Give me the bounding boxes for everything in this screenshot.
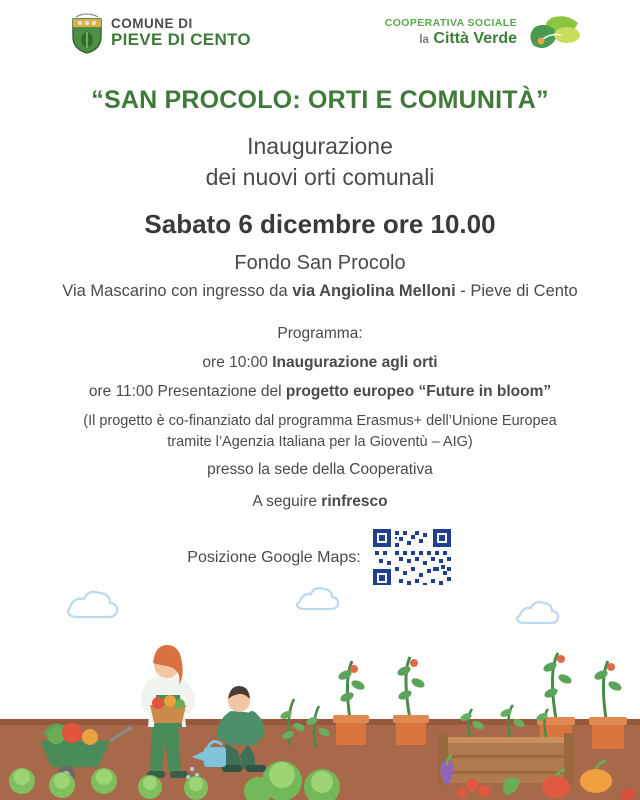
subtitle-line-2: dei nuovi orti comunali: [205, 164, 435, 191]
programme-venue: presso la sede della Cooperativa: [207, 461, 433, 479]
programme-item-2-time: ore 11:00 Presentazione del: [88, 383, 286, 401]
coop-line-1: COOPERATIVA SOCIALE: [384, 17, 517, 30]
address-suffix: - Pieve di Cento: [455, 282, 578, 301]
coop-line-2-name: Città Verde: [433, 29, 517, 47]
comune-line-1: COMUNE DI: [111, 15, 193, 31]
leaf-circle-icon: [523, 13, 585, 53]
google-maps-row: [28, 527, 612, 589]
programme-item-1-title: Inaugurazione agli orti: [272, 354, 438, 372]
refreshments-line: [28, 493, 612, 511]
google-maps-label: Posizione Google Maps:: [187, 549, 361, 567]
programme-funding-note: [28, 411, 612, 453]
event-place: Fondo San Procolo: [234, 252, 406, 275]
funding-note-line-1: (Il progetto è co-finanziato dal programma Erasmus+ dell’Unione Europea: [83, 413, 557, 430]
comune-di-pieve-di-cento-logo: [70, 13, 251, 53]
address-prefix: Via Mascarino con ingresso da: [62, 282, 293, 301]
poster-header: [0, 0, 640, 56]
refreshments-word: rinfresco: [321, 493, 388, 511]
subtitle-line-1: Inaugurazione: [247, 133, 393, 159]
coop-line-2-article: la: [419, 33, 429, 46]
cooperativa-wordmark: [385, 18, 517, 47]
programme-item-2-title: progetto europeo “Future in bloom”: [285, 383, 552, 401]
comune-wordmark: [111, 17, 251, 49]
programme-item-1: [28, 354, 612, 372]
event-address: [28, 282, 612, 301]
poster-content: [0, 86, 640, 652]
qr-code-icon[interactable]: [371, 527, 453, 589]
municipal-crest-icon: [70, 13, 104, 53]
address-street: via Angiolina Melloni: [292, 282, 456, 301]
community-garden-illustration: [0, 585, 640, 800]
comune-line-2: PIEVE DI CENTO: [111, 30, 251, 50]
coop-line-2: [385, 30, 517, 48]
cooperativa-logo: [385, 13, 585, 53]
event-date: Sabato 6 dicembre ore 10.00: [144, 209, 496, 240]
poster-subtitle: [28, 131, 612, 193]
programme-item-2: [28, 383, 612, 401]
refreshments-prefix: A seguire: [252, 493, 322, 511]
programme-item-1-time: ore 10:00: [202, 354, 273, 372]
funding-note-line-2: tramite l’Agenzia Italiana per la Gioventù – AIG): [167, 434, 473, 451]
poster-title: “SAN PROCOLO: ORTI E COMUNITÀ”: [91, 86, 549, 114]
programme-label: Programma:: [277, 325, 363, 343]
